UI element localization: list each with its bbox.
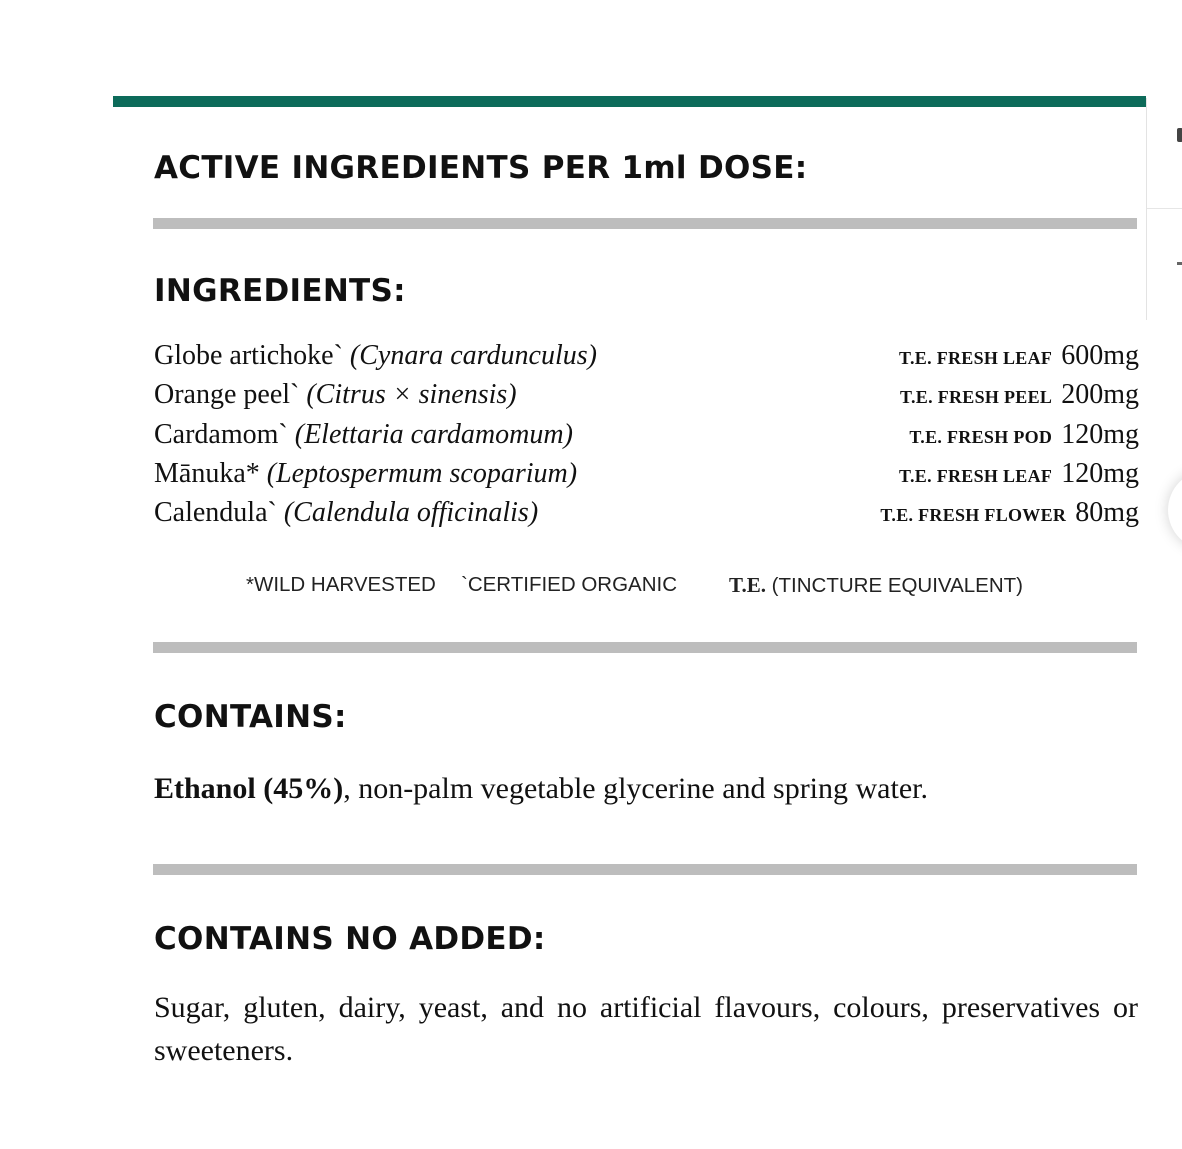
ingredient-amount: 200mg (1061, 379, 1139, 411)
accent-bar (113, 96, 1146, 107)
ingredient-name: Calendula` (154, 497, 277, 529)
ingredient-name-group (154, 458, 577, 490)
arrow-icon[interactable] (1177, 262, 1182, 265)
side-panel[interactable] (1146, 98, 1182, 320)
ingredient-name: Globe artichoke` (154, 340, 343, 371)
divider (153, 218, 1137, 229)
contains-rest: , non-palm vegetable glycerine and spring water. (343, 772, 928, 805)
legend-te-abbr: T.E. (729, 573, 766, 597)
ingredient-te: T.E. FRESH POD (909, 426, 1053, 447)
ingredient-dose-group (909, 419, 1139, 451)
divider (153, 864, 1137, 875)
ingredient-name: Cardamom` (154, 418, 288, 450)
ingredients-heading: INGREDIENTS: (154, 273, 406, 309)
tool-icon[interactable] (1177, 128, 1182, 142)
ingredient-name-group (154, 497, 538, 529)
ingredient-amount: 600mg (1061, 340, 1139, 371)
legend-te-desc: (TINCTURE EQUIVALENT) (765, 574, 1023, 597)
ingredient-latin-name: (Citrus × sinensis) (306, 379, 517, 411)
ingredient-name-group (154, 419, 573, 451)
ingredient-dose-group (899, 458, 1139, 490)
legend-tincture-equivalent (729, 573, 1023, 598)
ingredient-latin-name: (Cynara cardunculus) (349, 340, 597, 371)
ingredient-dose-group (900, 379, 1139, 411)
ingredient-te: T.E. FRESH LEAF (899, 465, 1053, 486)
floating-action-button[interactable] (1168, 470, 1182, 550)
ingredient-te: T.E. FRESH PEEL (900, 387, 1053, 408)
ingredient-dose-group (880, 497, 1139, 529)
contains-ethanol: Ethanol (45%) (154, 772, 344, 805)
ingredient-te: T.E. FRESH FLOWER (880, 505, 1067, 526)
ingredient-row (154, 419, 1139, 458)
ingredient-name: Mānuka* (154, 457, 260, 489)
ingredient-name-group (154, 340, 597, 372)
ingredient-amount: 120mg (1061, 457, 1139, 489)
ingredient-name: Orange peel` (154, 379, 300, 411)
ingredient-name-group (154, 379, 517, 411)
ingredient-te: T.E. FRESH LEAF (899, 348, 1053, 368)
legend-certified-organic: `CERTIFIED ORGANIC (461, 573, 678, 596)
ingredient-latin-name: (Leptospermum scoparium) (266, 457, 578, 489)
ingredient-latin-name: (Calendula officinalis) (283, 497, 539, 529)
ingredient-row (154, 497, 1139, 536)
ingredient-row (154, 458, 1139, 497)
ingredient-dose-group (899, 340, 1139, 372)
contains-heading: CONTAINS: (154, 699, 347, 735)
ingredient-row (154, 340, 1139, 379)
legend-wild-harvested: *WILD HARVESTED (246, 573, 436, 596)
side-panel-divider (1147, 208, 1182, 209)
ingredient-latin-name: (Elettaria cardamomum) (294, 418, 573, 450)
ingredient-amount: 80mg (1075, 497, 1139, 529)
contains-no-added-heading: CONTAINS NO ADDED: (154, 921, 546, 957)
active-ingredients-heading: ACTIVE INGREDIENTS PER 1ml DOSE: (154, 150, 808, 186)
ingredient-amount: 120mg (1061, 418, 1139, 450)
ingredient-row (154, 379, 1139, 418)
ingredients-list (154, 340, 1139, 536)
contains-text (154, 772, 928, 806)
divider (153, 642, 1137, 653)
no-added-text: Sugar, gluten, dairy, yeast, and no artificial flavours, colours, preservatives or sweeteners. (154, 991, 1138, 1067)
